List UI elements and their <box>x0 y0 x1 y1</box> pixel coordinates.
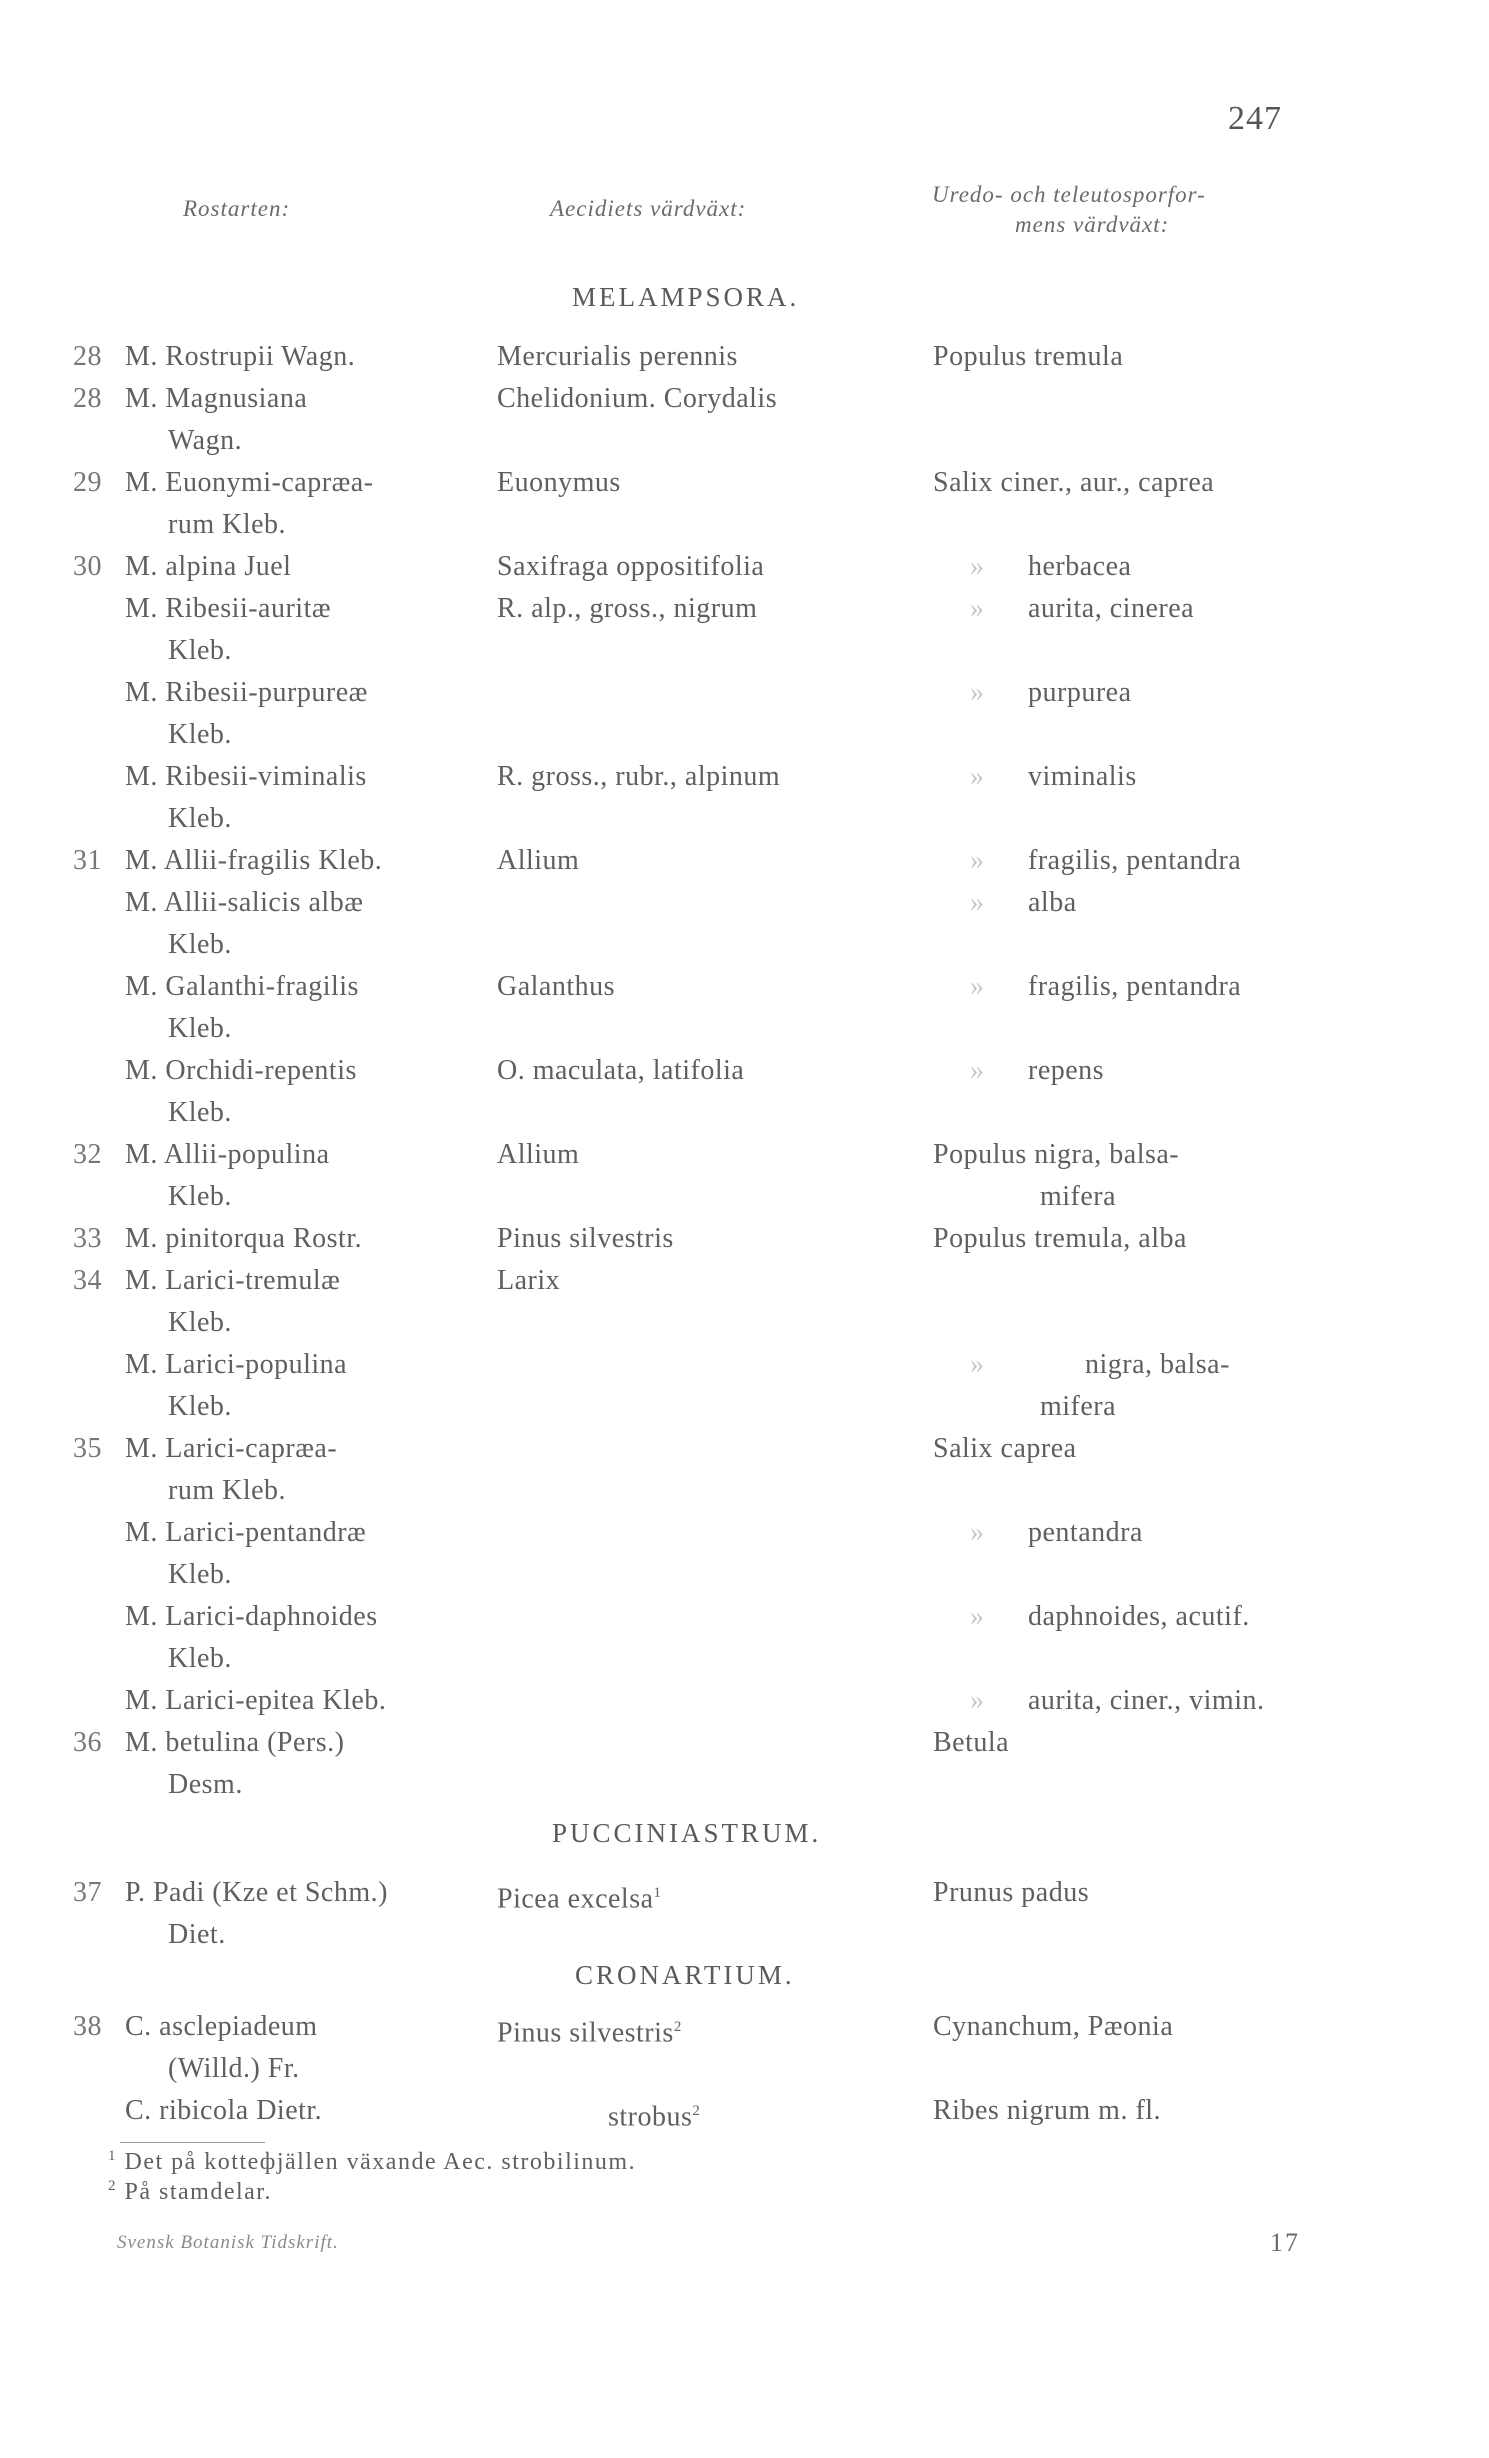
footnote-rule <box>120 2142 265 2143</box>
aecidium-host <box>497 1260 560 1302</box>
uredo-host: Cynanchum, Pæonia <box>933 2011 1174 2042</box>
table-row <box>0 2090 1489 2132</box>
table-row <box>0 588 1489 630</box>
aecidium-host <box>497 1218 674 1260</box>
species-name: M. Rostrupii Wagn. <box>125 341 356 372</box>
table-row <box>0 1176 1489 1218</box>
table-row <box>0 1134 1489 1176</box>
footnote-ref: 1 <box>653 1885 662 1901</box>
table-row <box>0 1050 1489 1092</box>
species-name: M. Larici-tremulæ <box>125 1265 341 1296</box>
aecidium-host-text: strobus <box>608 2101 693 2133</box>
ditto-mark: » <box>970 845 985 876</box>
species-name: Kleb. <box>168 803 232 834</box>
uredo-host: daphnoides, acutif. <box>1028 1601 1250 1632</box>
uredo-host: repens <box>1028 1055 1105 1086</box>
uredo-host: fragilis, pentandra <box>1028 845 1242 876</box>
uredo-host: aurita, cinerea <box>1028 593 1195 624</box>
species-name: M. Larici-pentandræ <box>125 1517 367 1548</box>
uredo-host: Ribes nigrum m. fl. <box>933 2095 1162 2126</box>
species-name: M. Magnusiana <box>125 383 308 414</box>
table-row <box>0 1680 1489 1722</box>
table-row <box>0 1722 1489 1764</box>
table-row <box>0 1596 1489 1638</box>
table-row <box>0 672 1489 714</box>
species-name: M. Allii-fragilis Kleb. <box>125 845 383 876</box>
species-name: Kleb. <box>168 1181 232 1212</box>
uredo-host: mifera <box>1040 1391 1117 1422</box>
species-name: M. Larici-capræa- <box>125 1433 338 1464</box>
aecidium-host <box>497 756 780 798</box>
row-number: 32 <box>73 1139 102 1170</box>
row-number: 37 <box>73 1877 102 1908</box>
species-name: C. asclepiadeum <box>125 2011 318 2042</box>
row-number: 28 <box>73 341 102 372</box>
table-row <box>0 882 1489 924</box>
table-row <box>0 756 1489 798</box>
species-name: (Willd.) Fr. <box>168 2053 300 2084</box>
row-number: 36 <box>73 1727 102 1758</box>
table-row <box>0 840 1489 882</box>
footnote-ref: 2 <box>692 2103 701 2119</box>
table-row <box>0 924 1489 966</box>
species-name: Kleb. <box>168 1097 232 1128</box>
uredo-host: herbacea <box>1028 551 1132 582</box>
table-row <box>0 1218 1489 1260</box>
aecidium-host <box>497 378 777 420</box>
species-name: M. Orchidi-repentis <box>125 1055 357 1086</box>
species-name: M. alpina Juel <box>125 551 292 582</box>
species-name: C. ribicola Dietr. <box>125 2095 323 2126</box>
species-name: Kleb. <box>168 1307 232 1338</box>
uredo-host: pentandra <box>1028 1517 1143 1548</box>
ditto-mark: » <box>970 1055 985 1086</box>
table-row <box>0 798 1489 840</box>
row-number: 38 <box>73 2011 102 2042</box>
section-title-pucciniastrum: PUCCINIASTRUM. <box>552 1818 822 1848</box>
table-row <box>0 1386 1489 1428</box>
journal-name: Svensk Botanisk Tidskrift. <box>117 2232 339 2253</box>
footnote-mark: 1 <box>108 2148 117 2164</box>
table-row <box>0 378 1489 420</box>
ditto-mark: » <box>970 1601 985 1632</box>
section-title-cronartium: CRONARTIUM. <box>575 1960 795 1990</box>
table-row <box>0 1470 1489 1512</box>
table-row <box>0 546 1489 588</box>
uredo-host: alba <box>1028 887 1077 918</box>
table-row <box>0 1428 1489 1470</box>
aecidium-host <box>497 966 615 1008</box>
uredo-host: Prunus padus <box>933 1877 1090 1908</box>
aecidium-host-text: Pinus silvestris <box>497 2017 674 2049</box>
species-name: M. Larici-daphnoides <box>125 1601 378 1632</box>
row-number: 30 <box>73 551 102 582</box>
table-row <box>0 1914 1489 1956</box>
aecidium-host <box>497 546 764 588</box>
aecidium-host <box>497 336 738 378</box>
table-row <box>0 2048 1489 2090</box>
species-name: P. Padi (Kze et Schm.) <box>125 1877 388 1908</box>
aecidium-host <box>497 840 579 882</box>
footnote-text: Det på kotteфjällen växande Aec. strobilinum. <box>124 2149 637 2175</box>
species-name: Kleb. <box>168 719 232 750</box>
species-name: M. Ribesii-viminalis <box>125 761 367 792</box>
row-number: 29 <box>73 467 102 498</box>
aecidium-host-text: Chelidonium. Corydalis <box>497 383 778 414</box>
table-row <box>0 1260 1489 1302</box>
aecidium-host-text: Saxifraga oppositifolia <box>497 551 765 582</box>
species-name: Desm. <box>168 1769 243 1800</box>
table-row <box>0 1638 1489 1680</box>
table-row <box>0 1302 1489 1344</box>
uredo-host: purpurea <box>1028 677 1132 708</box>
species-name: M. Euonymi-capræa- <box>125 467 374 498</box>
row-number: 34 <box>73 1265 102 1296</box>
species-name: Diet. <box>168 1919 226 1950</box>
table-row <box>0 1092 1489 1134</box>
uredo-host: Salix ciner., aur., caprea <box>933 467 1215 498</box>
species-name: Kleb. <box>168 1013 232 1044</box>
aecidium-host-text: O. maculata, latifolia <box>497 1055 745 1086</box>
ditto-mark: » <box>970 761 985 792</box>
table-row <box>0 1512 1489 1554</box>
column-header-species: Rostarten: <box>183 196 291 221</box>
row-number: 31 <box>73 845 102 876</box>
row-number: 33 <box>73 1223 102 1254</box>
table-row <box>0 1764 1489 1806</box>
table-row <box>0 1344 1489 1386</box>
aecidium-host <box>608 2090 700 2138</box>
species-name: Kleb. <box>168 1559 232 1590</box>
table-row <box>0 966 1489 1008</box>
species-name: M. Ribesii-purpureæ <box>125 677 368 708</box>
section-title-melampsora: MELAMPSORA. <box>572 282 800 312</box>
row-number: 28 <box>73 383 102 414</box>
species-name: Kleb. <box>168 635 232 666</box>
uredo-host: aurita, ciner., vimin. <box>1028 1685 1265 1716</box>
ditto-mark: » <box>970 1349 985 1380</box>
species-name: M. Allii-salicis albæ <box>125 887 364 918</box>
signature-mark: 17 <box>1270 2228 1300 2257</box>
table-row <box>0 714 1489 756</box>
table-row <box>0 1554 1489 1596</box>
species-name: Wagn. <box>168 425 243 456</box>
aecidium-host <box>497 588 757 630</box>
ditto-mark: » <box>970 593 985 624</box>
aecidium-host-text: R. gross., rubr., alpinum <box>497 761 781 792</box>
aecidium-host <box>497 462 621 504</box>
ditto-mark: » <box>970 887 985 918</box>
uredo-host: nigra, balsa- <box>1085 1349 1230 1380</box>
aecidium-host-text: R. alp., gross., nigrum <box>497 593 758 624</box>
species-name: M. Ribesii-auritæ <box>125 593 332 624</box>
table-row <box>0 2006 1489 2048</box>
aecidium-host-text: Picea excelsa <box>497 1883 654 1915</box>
species-name: M. Galanthi-fragilis <box>125 971 359 1002</box>
ditto-mark: » <box>970 677 985 708</box>
aecidium-host-text: Euonymus <box>497 467 621 498</box>
aecidium-host <box>497 1050 744 1092</box>
aecidium-host-text: Mercurialis perennis <box>497 341 738 372</box>
ditto-mark: » <box>970 551 985 582</box>
footnote-text: På stamdelar. <box>124 2179 272 2205</box>
species-name: M. Allii-populina <box>125 1139 330 1170</box>
species-name: M. pinitorqua Rostr. <box>125 1223 363 1254</box>
uredo-host: Populus nigra, balsa- <box>933 1139 1180 1170</box>
uredo-host: Populus tremula <box>933 341 1124 372</box>
species-name: M. Larici-populina <box>125 1349 348 1380</box>
table-row <box>0 1872 1489 1914</box>
column-header-uredo-host-line2: mens värdväxt: <box>1015 212 1170 237</box>
aecidium-host-text: Larix <box>497 1265 561 1296</box>
table-row <box>0 630 1489 672</box>
species-name: Kleb. <box>168 929 232 960</box>
aecidium-host-text: Allium <box>497 1139 580 1170</box>
footnote-2 <box>108 2178 272 2206</box>
species-name: rum Kleb. <box>168 509 287 540</box>
aecidium-host-text: Galanthus <box>497 971 616 1002</box>
column-header-aecidium-host: Aecidiets värdväxt: <box>550 196 747 221</box>
ditto-mark: » <box>970 971 985 1002</box>
uredo-host: viminalis <box>1028 761 1137 792</box>
species-name: M. betulina (Pers.) <box>125 1727 345 1758</box>
table-row <box>0 336 1489 378</box>
table-row <box>0 1008 1489 1050</box>
species-name: rum Kleb. <box>168 1475 287 1506</box>
species-name: M. Larici-epitea Kleb. <box>125 1685 387 1716</box>
ditto-mark: » <box>970 1517 985 1548</box>
ditto-mark: » <box>970 1685 985 1716</box>
footnote-mark: 2 <box>108 2178 117 2194</box>
species-name: Kleb. <box>168 1391 232 1422</box>
uredo-host: Populus tremula, alba <box>933 1223 1187 1254</box>
table-row <box>0 420 1489 462</box>
uredo-host: Betula <box>933 1727 1010 1758</box>
page-number: 247 <box>1228 100 1282 137</box>
aecidium-host-text: Allium <box>497 845 580 876</box>
footnote-1 <box>108 2148 636 2176</box>
uredo-host: fragilis, pentandra <box>1028 971 1242 1002</box>
table-row <box>0 462 1489 504</box>
table-row <box>0 504 1489 546</box>
species-name: Kleb. <box>168 1643 232 1674</box>
aecidium-host <box>497 1134 579 1176</box>
uredo-host: mifera <box>1040 1181 1117 1212</box>
aecidium-host-text: Pinus silvestris <box>497 1223 674 1254</box>
uredo-host: Salix caprea <box>933 1433 1077 1464</box>
row-number: 35 <box>73 1433 102 1464</box>
footnote-ref: 2 <box>673 2019 682 2035</box>
column-header-uredo-host-line1: Uredo- och teleutosporfor- <box>932 182 1206 207</box>
